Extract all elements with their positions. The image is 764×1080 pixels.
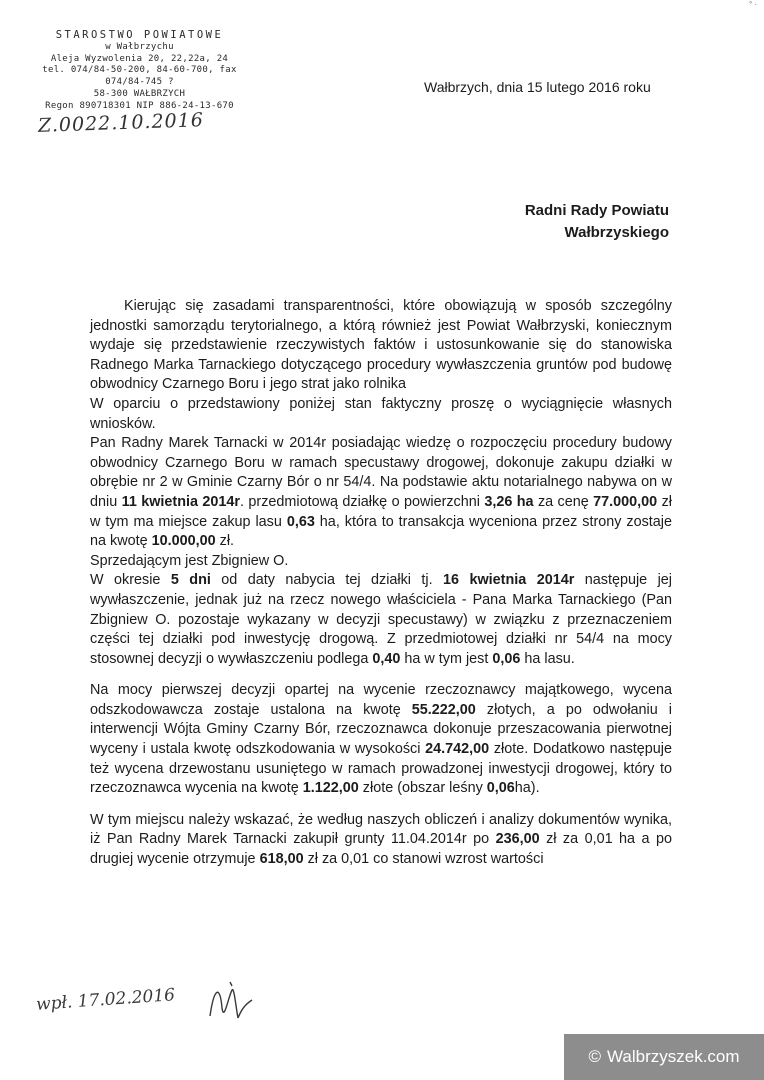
paragraph-expropriation: W okresie 5 dni od daty nabycia tej działki tj. 16 kwietnia 2014r następuje jej wywłaszczenie, jednak już na rzecz nowego właściciela - Pana Marka Tarnackiego (Pan Zbigniew O. pozostaje wykazany w decyzji specustawy) w związku z przeznaczeniem części tej działki pod inwestycję drogową. Z przedmiotowej działki nr 54/4 na mocy stosownej decyzji o wywłaszczeniu podlega 0,40 ha w tym jest 0,06 ha lasu. — [90, 572, 672, 667]
stamp-line: Aleja Wyzwolenia 20, 22,22a, 24 — [50, 53, 229, 64]
copyright-icon: © — [588, 1047, 601, 1066]
handwritten-receipt-note: wpł. 17.02.2016 — [35, 985, 176, 1015]
purchase-price: 77.000,00 — [593, 493, 658, 510]
margin-mark: ° · — [748, 0, 758, 9]
plot-area: 3,26 ha — [484, 493, 534, 510]
paragraph-seller: Sprzedającym jest Zbigniew O. — [90, 552, 289, 569]
paragraph-intro: Kierując się zasadami transparentności, które obowiązują w sposób szczególny jednostki samorządu terytorialnego, a którą również jest Powiat Wałbrzyski, koniecznym wydaje się przedstawienie rzeczywistych faktów i ustosunkowanie się do stanowiska Radnego Marka Tarnackiego dotyczącego procedury wywłaszczenia gruntów pod budowę obwodnicy Czarnego Boru i jego strat jako rolnika — [90, 298, 672, 393]
paragraph-request: W oparciu o przedstawiony poniżej stan faktyczny proszę o wyciągnięcie własnych wniosków. — [90, 395, 672, 432]
expropriation-date: 16 kwietnia 2014r — [443, 572, 575, 589]
expropriated-forest: 0,06 — [492, 650, 521, 667]
first-valuation: 55.222,00 — [411, 701, 476, 718]
stamp-line: w Wałbrzychu — [105, 41, 174, 52]
office-stamp — [32, 30, 247, 113]
forest-value: 10.000,00 — [151, 533, 216, 550]
stamp-line: tel. 074/84-50-200, 84-60-700, fax 074/84-745 ? — [42, 65, 237, 88]
second-valuation: 24.742,00 — [425, 741, 490, 758]
stamp-line: Regon 890718301 NIP 886-24-13-670 — [45, 100, 234, 111]
paragraph-purchase: Pan Radny Marek Tarnacki w 2014r posiadając wiedzę o rozpoczęciu procedury budowy obwodnicy Czarnego Boru w ramach specustawy drogowej, dokonuje zakupu działki w obrębie nr 2 w Gminie Czarny Bór o nr 54/4. Na podstawie aktu notarialnego nabywa on w dniu 11 kwietnia 2014r. przedmiotową działkę o powierzchni 3,26 ha za cenę 77.000,00 zł w tym ma miejsce zakup lasu 0,63 ha, która to transakcja wyceniona przez strony zostaje na kwotę 10.000,00 zł. — [90, 435, 672, 550]
stamp-line: STAROSTWO POWIATOWE — [55, 29, 224, 41]
days-count: 5 dni — [170, 572, 211, 589]
paragraph-conclusion: W tym miejscu należy wskazać, że według naszych obliczeń i analizy dokumentów wynika, iż Pan Radny Marek Tarnacki zakupił grunty 11.04.2014r po 236,00 zł za 0,01 ha a po drugiej wycenie otrzymuje 618,00 zł za 0,01 co stanowi wzrost wartości — [90, 811, 672, 868]
forest-area-2: 0,06 — [486, 780, 515, 797]
paragraph-valuation: Na mocy pierwszej decyzji opartej na wycenie rzeczoznawcy majątkowego, wycena odszkodowawcza zostaje ustalona na kwotę 55.222,00 złotych, a po odwołaniu i interwencji Wójta Gminy Czarny Bór, rzeczoznawca dokonuje przeszacowania pierwotnej wyceny i ustala kwotę odszkodowania w wysokości 24.742,00 złote. Dodatkowo następuje też wycena drzewostanu usuniętego w ramach prowadzonej inwestycji drogowej, który to rzeczoznawca wycenia na kwotę 1.122,00 złote (obszar leśny 0,06ha). — [90, 682, 673, 797]
site-watermark — [564, 1034, 764, 1080]
stamp-line: 58-300 WAŁBRZYCH — [93, 88, 186, 99]
price-per-unit-after: 618,00 — [259, 851, 304, 868]
price-per-unit-before: 236,00 — [495, 831, 540, 848]
watermark-text: Walbrzyszek.com — [606, 1047, 740, 1066]
addressee-block — [525, 200, 669, 244]
letter-body — [90, 297, 672, 870]
addressee-line: Wałbrzyskiego — [564, 224, 669, 241]
reference-number: Z.0022.10.2016 — [37, 109, 205, 137]
addressee-line: Radni Rady Powiatu — [524, 202, 669, 219]
place-and-date: Wałbrzych, dnia 15 lutego 2016 roku — [424, 79, 651, 95]
forest-area: 0,63 — [286, 513, 315, 530]
expropriated-area: 0,40 — [372, 650, 401, 667]
signature-icon — [202, 978, 262, 1028]
purchase-date: 11 kwietnia 2014r — [121, 493, 241, 510]
timber-valuation: 1.122,00 — [302, 780, 359, 797]
